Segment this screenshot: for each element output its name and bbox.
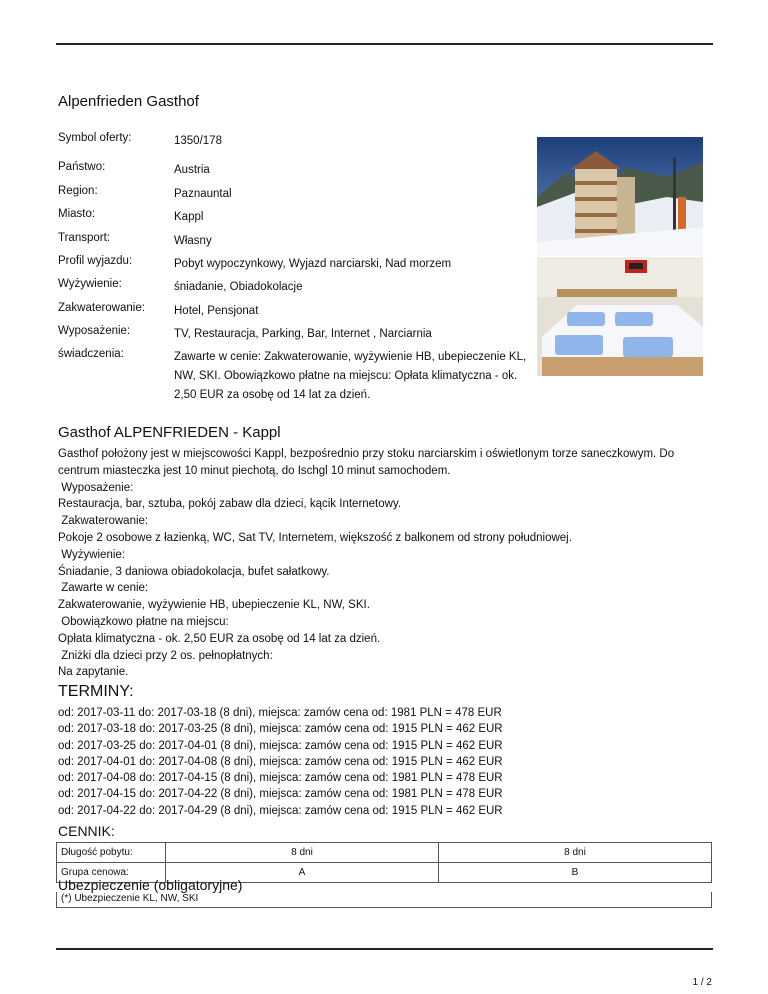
description-line: Obowiązkowo płatne na miejscu: bbox=[58, 615, 229, 628]
term-row: od: 2017-04-08 do: 2017-04-15 (8 dni), miejsca: zamów cena od: 1981 PLN = 478 EUR bbox=[58, 772, 503, 785]
term-row: od: 2017-03-25 do: 2017-04-01 (8 dni), miejsca: zamów cena od: 1915 PLN = 462 EUR bbox=[58, 739, 503, 752]
description-line: Na zapytanie. bbox=[58, 666, 129, 679]
hotel-exterior-photo bbox=[537, 137, 703, 256]
top-rule bbox=[56, 43, 713, 45]
pricing-cell: A bbox=[166, 863, 439, 883]
description-line: Śniadanie, 3 daniowa obiadokolacja, bufet sałatkowy. bbox=[58, 565, 330, 578]
insurance-item: (*) Ubezpieczenie KL, NW, SKI bbox=[56, 892, 712, 908]
description-line: Wyposażenie: bbox=[58, 481, 134, 494]
description-line: Zakwaterowanie, wyżywienie HB, ubepieczenie KL, NW, SKI. bbox=[58, 599, 370, 612]
page-number: 1 / 2 bbox=[692, 977, 712, 988]
attr-row-symbol: Symbol oferty: 1350/178 bbox=[58, 132, 222, 147]
pricing-cell: B bbox=[439, 863, 712, 883]
description-line: Opłata klimatyczna - ok. 2,50 EUR za osobę od 14 lat za dzień. bbox=[58, 632, 381, 645]
description-line: Pokoje 2 osobowe z łazienką, WC, Sat TV, Internetem, większość z balkonem od strony południowej. bbox=[58, 531, 572, 544]
description-line: Wyżywienie: bbox=[58, 548, 125, 561]
attr-row-profile: Profil wyjazdu: Pobyt wypoczynkowy, Wyjazd narciarski, Nad morzem bbox=[58, 255, 452, 270]
pricing-cell: 8 dni bbox=[439, 843, 712, 863]
insurance-section bbox=[56, 877, 712, 908]
terms-heading: TERMINY: bbox=[58, 683, 134, 700]
term-row: od: 2017-04-15 do: 2017-04-22 (8 dni), miejsca: zamów cena od: 1981 PLN = 478 EUR bbox=[58, 788, 503, 801]
hotel-room-photo bbox=[537, 257, 703, 376]
insurance-heading: Ubezpieczenie (obligatoryjne) bbox=[58, 877, 243, 893]
attr-row-board: Wyżywienie: śniadanie, Obiadokolacje bbox=[58, 278, 303, 293]
description-line: Gasthof położony jest w miejscowości Kappl, bezpośrednio przy stoku narciarskim i oświetlonym torze saneczkowym. Do bbox=[58, 448, 675, 460]
attr-row-transport: Transport: Własny bbox=[58, 232, 212, 247]
pricing-label: Grupa cenowa: bbox=[57, 863, 166, 883]
term-row: od: 2017-04-01 do: 2017-04-08 (8 dni), miejsca: zamów cena od: 1915 PLN = 462 EUR bbox=[58, 755, 503, 768]
description-line: Zawarte w cenie: bbox=[58, 582, 149, 595]
attr-row-equipment: Wyposażenie: TV, Restauracja, Parking, Bar, Internet , Narciarnia bbox=[58, 325, 432, 340]
pricing-heading: CENNIK: bbox=[58, 823, 115, 839]
pricing-label: Długość pobytu: bbox=[57, 843, 166, 863]
description-line: Zniżki dla dzieci przy 2 os. pełnopłatnych: bbox=[58, 649, 273, 662]
table-row bbox=[57, 843, 712, 863]
description-line: centrum miasteczka jest 10 minut piechotą, do Ischgl 10 minut samochodem. bbox=[58, 464, 451, 477]
bottom-rule bbox=[56, 948, 713, 950]
term-row: od: 2017-03-11 do: 2017-03-18 (8 dni), miejsca: zamów cena od: 1981 PLN = 478 EUR bbox=[58, 707, 502, 719]
description-line: Restauracja, bar, sztuba, pokój zabaw dla dzieci, kącik Internetowy. bbox=[58, 498, 402, 511]
description-heading: Gasthof ALPENFRIEDEN - Kappl bbox=[58, 424, 281, 441]
terms-list bbox=[58, 705, 503, 819]
term-row: od: 2017-04-22 do: 2017-04-29 (8 dni), miejsca: zamów cena od: 1915 PLN = 462 EUR bbox=[58, 804, 503, 817]
offer-title: Alpenfrieden Gasthof bbox=[58, 93, 199, 110]
term-row: od: 2017-03-18 do: 2017-03-25 (8 dni), miejsca: zamów cena od: 1915 PLN = 462 EUR bbox=[58, 723, 503, 736]
attr-row-city: Miasto: Kappl bbox=[58, 208, 204, 223]
attr-row-region: Region: Paznauntal bbox=[58, 185, 232, 200]
attr-row-accommodation: Zakwaterowanie: Hotel, Pensjonat bbox=[58, 302, 259, 317]
pricing-cell: 8 dni bbox=[166, 843, 439, 863]
attr-row-services: świadczenia: Zawarte w cenie: Zakwaterowanie, wyżywienie HB, ubepieczenie KL, NW, SKI. Obowiązkowo płatne na miejscu: Opłata klimatyczna - ok. 2,50 EUR za osobę od 14 lat za dzień. bbox=[58, 348, 527, 401]
description-body bbox=[58, 446, 708, 681]
attr-row-country: Państwo: Austria bbox=[58, 161, 210, 176]
description-line: Zakwaterowanie: bbox=[58, 515, 149, 528]
